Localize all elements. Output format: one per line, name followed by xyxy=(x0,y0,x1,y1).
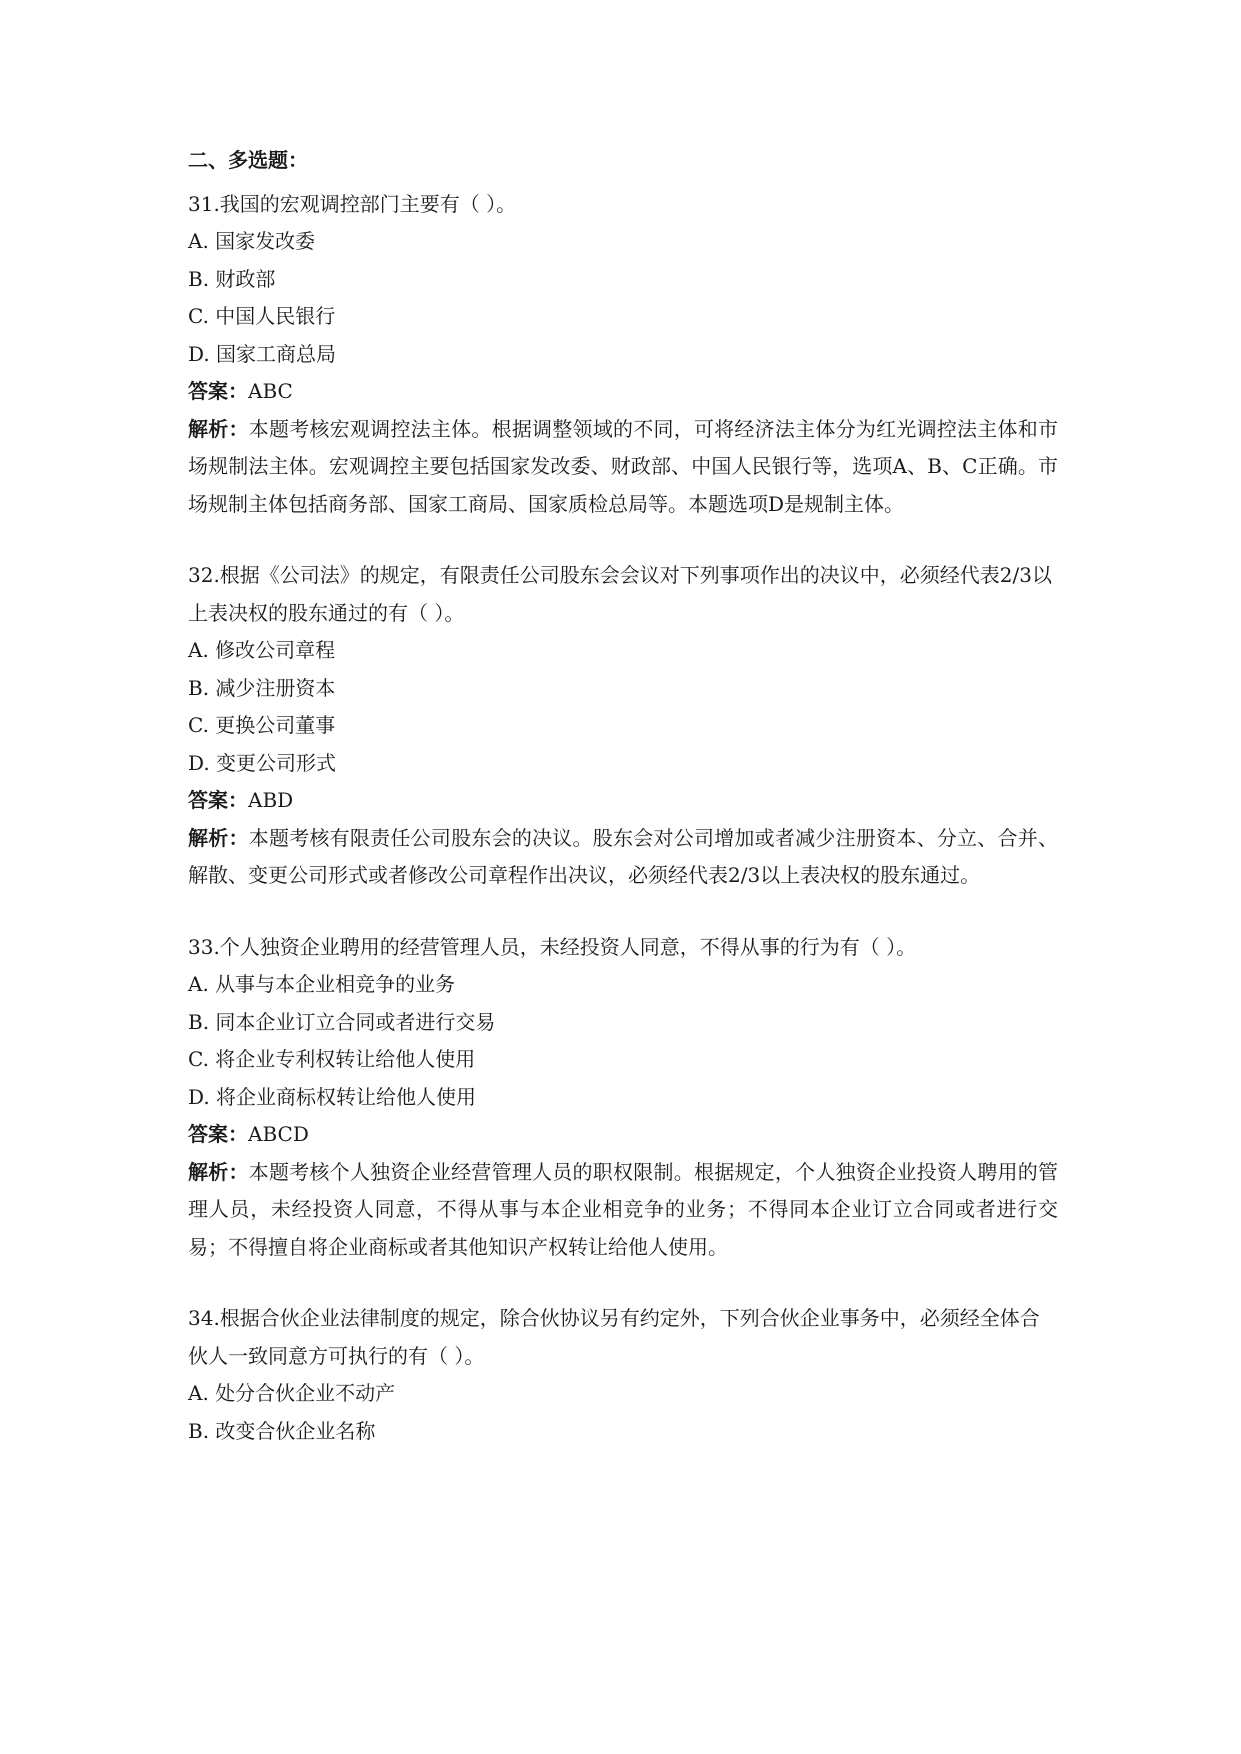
analysis-label: 解析： xyxy=(188,416,249,441)
option-c: C. 将企业专利权转让给他人使用 xyxy=(188,1047,476,1071)
question-stem: 32.根据《公司法》的规定，有限责任公司股东会会议对下列事项作出的决议中，必须经代表2/3以上表决权的股东通过的有（ ）。 xyxy=(188,563,1052,625)
analysis-label: 解析： xyxy=(188,1159,249,1184)
document-page xyxy=(188,142,1058,1450)
option-b: B. 财政部 xyxy=(188,266,276,291)
option-b: B. 减少注册资本 xyxy=(188,675,336,700)
answer-value: ABCD xyxy=(248,1122,309,1146)
answer-label: 答案： xyxy=(188,1122,248,1146)
question-stem: 33.个人独资企业聘用的经营管理人员，未经投资人同意，不得从事的行为有（ ）。 xyxy=(188,934,917,959)
answer-label: 答案： xyxy=(188,788,248,812)
answer-label: 答案： xyxy=(188,379,248,403)
option-a: A. 国家发改委 xyxy=(188,229,316,253)
analysis-text: 本题考核有限责任公司股东会的决议。股东会对公司增加或者减少注册资本、分立、合并、解散、变更公司形式或者修改公司章程作出决议，必须经代表2/3以上表决权的股东通过。 xyxy=(188,825,1059,887)
option-b: B. 同本企业订立合同或者进行交易 xyxy=(188,1009,496,1034)
option-a: A. 从事与本企业相竞争的业务 xyxy=(188,972,456,996)
analysis-text: 本题考核宏观调控法主体。根据调整领域的不同，可将经济法主体分为红光调控法主体和市场规制法主体。宏观调控主要包括国家发改委、财政部、中国人民银行等，选项A、B、C正确。市场规制主体包括商务部、国家工商局、国家质检总局等。本题选项D是规制主体。 xyxy=(188,416,1059,516)
analysis-label: 解析： xyxy=(188,825,249,850)
option-d: D. 国家工商总局 xyxy=(188,341,337,366)
analysis-paragraph xyxy=(188,820,1058,895)
option-a: A. 处分合伙企业不动产 xyxy=(188,1381,396,1405)
question-32 xyxy=(188,557,1058,895)
answer-value: ABD xyxy=(248,788,294,812)
analysis-text: 本题考核个人独资企业经营管理人员的职权限制。根据规定，个人独资企业投资人聘用的管理人员，未经投资人同意，不得从事与本企业相竞争的业务；不得同本企业订立合同或者进行交易；不得擅自将企业商标或者其他知识产权转让给他人使用。 xyxy=(188,1159,1059,1259)
option-b: B. 改变合伙企业名称 xyxy=(188,1418,376,1443)
question-33 xyxy=(188,929,1058,1267)
question-stem: 34.根据合伙企业法律制度的规定，除合伙协议另有约定外，下列合伙企业事务中，必须经全体合伙人一致同意方可执行的有（ ）。 xyxy=(188,1306,1040,1368)
question-34 xyxy=(188,1300,1058,1450)
analysis-paragraph xyxy=(188,411,1058,524)
option-d: D. 将企业商标权转让给他人使用 xyxy=(188,1084,477,1109)
answer-line xyxy=(188,1116,1058,1154)
option-c: C. 中国人民银行 xyxy=(188,304,336,328)
option-d: D. 变更公司形式 xyxy=(188,750,337,775)
question-31 xyxy=(188,186,1058,524)
answer-line xyxy=(188,373,1058,411)
option-c: C. 更换公司董事 xyxy=(188,713,336,737)
answer-value: ABC xyxy=(248,379,293,403)
section-title: 二、多选题： xyxy=(188,148,308,172)
option-a: A. 修改公司章程 xyxy=(188,638,336,662)
question-stem: 31.我国的宏观调控部门主要有（ ）。 xyxy=(188,191,517,216)
answer-line xyxy=(188,782,1058,820)
analysis-paragraph xyxy=(188,1154,1058,1267)
